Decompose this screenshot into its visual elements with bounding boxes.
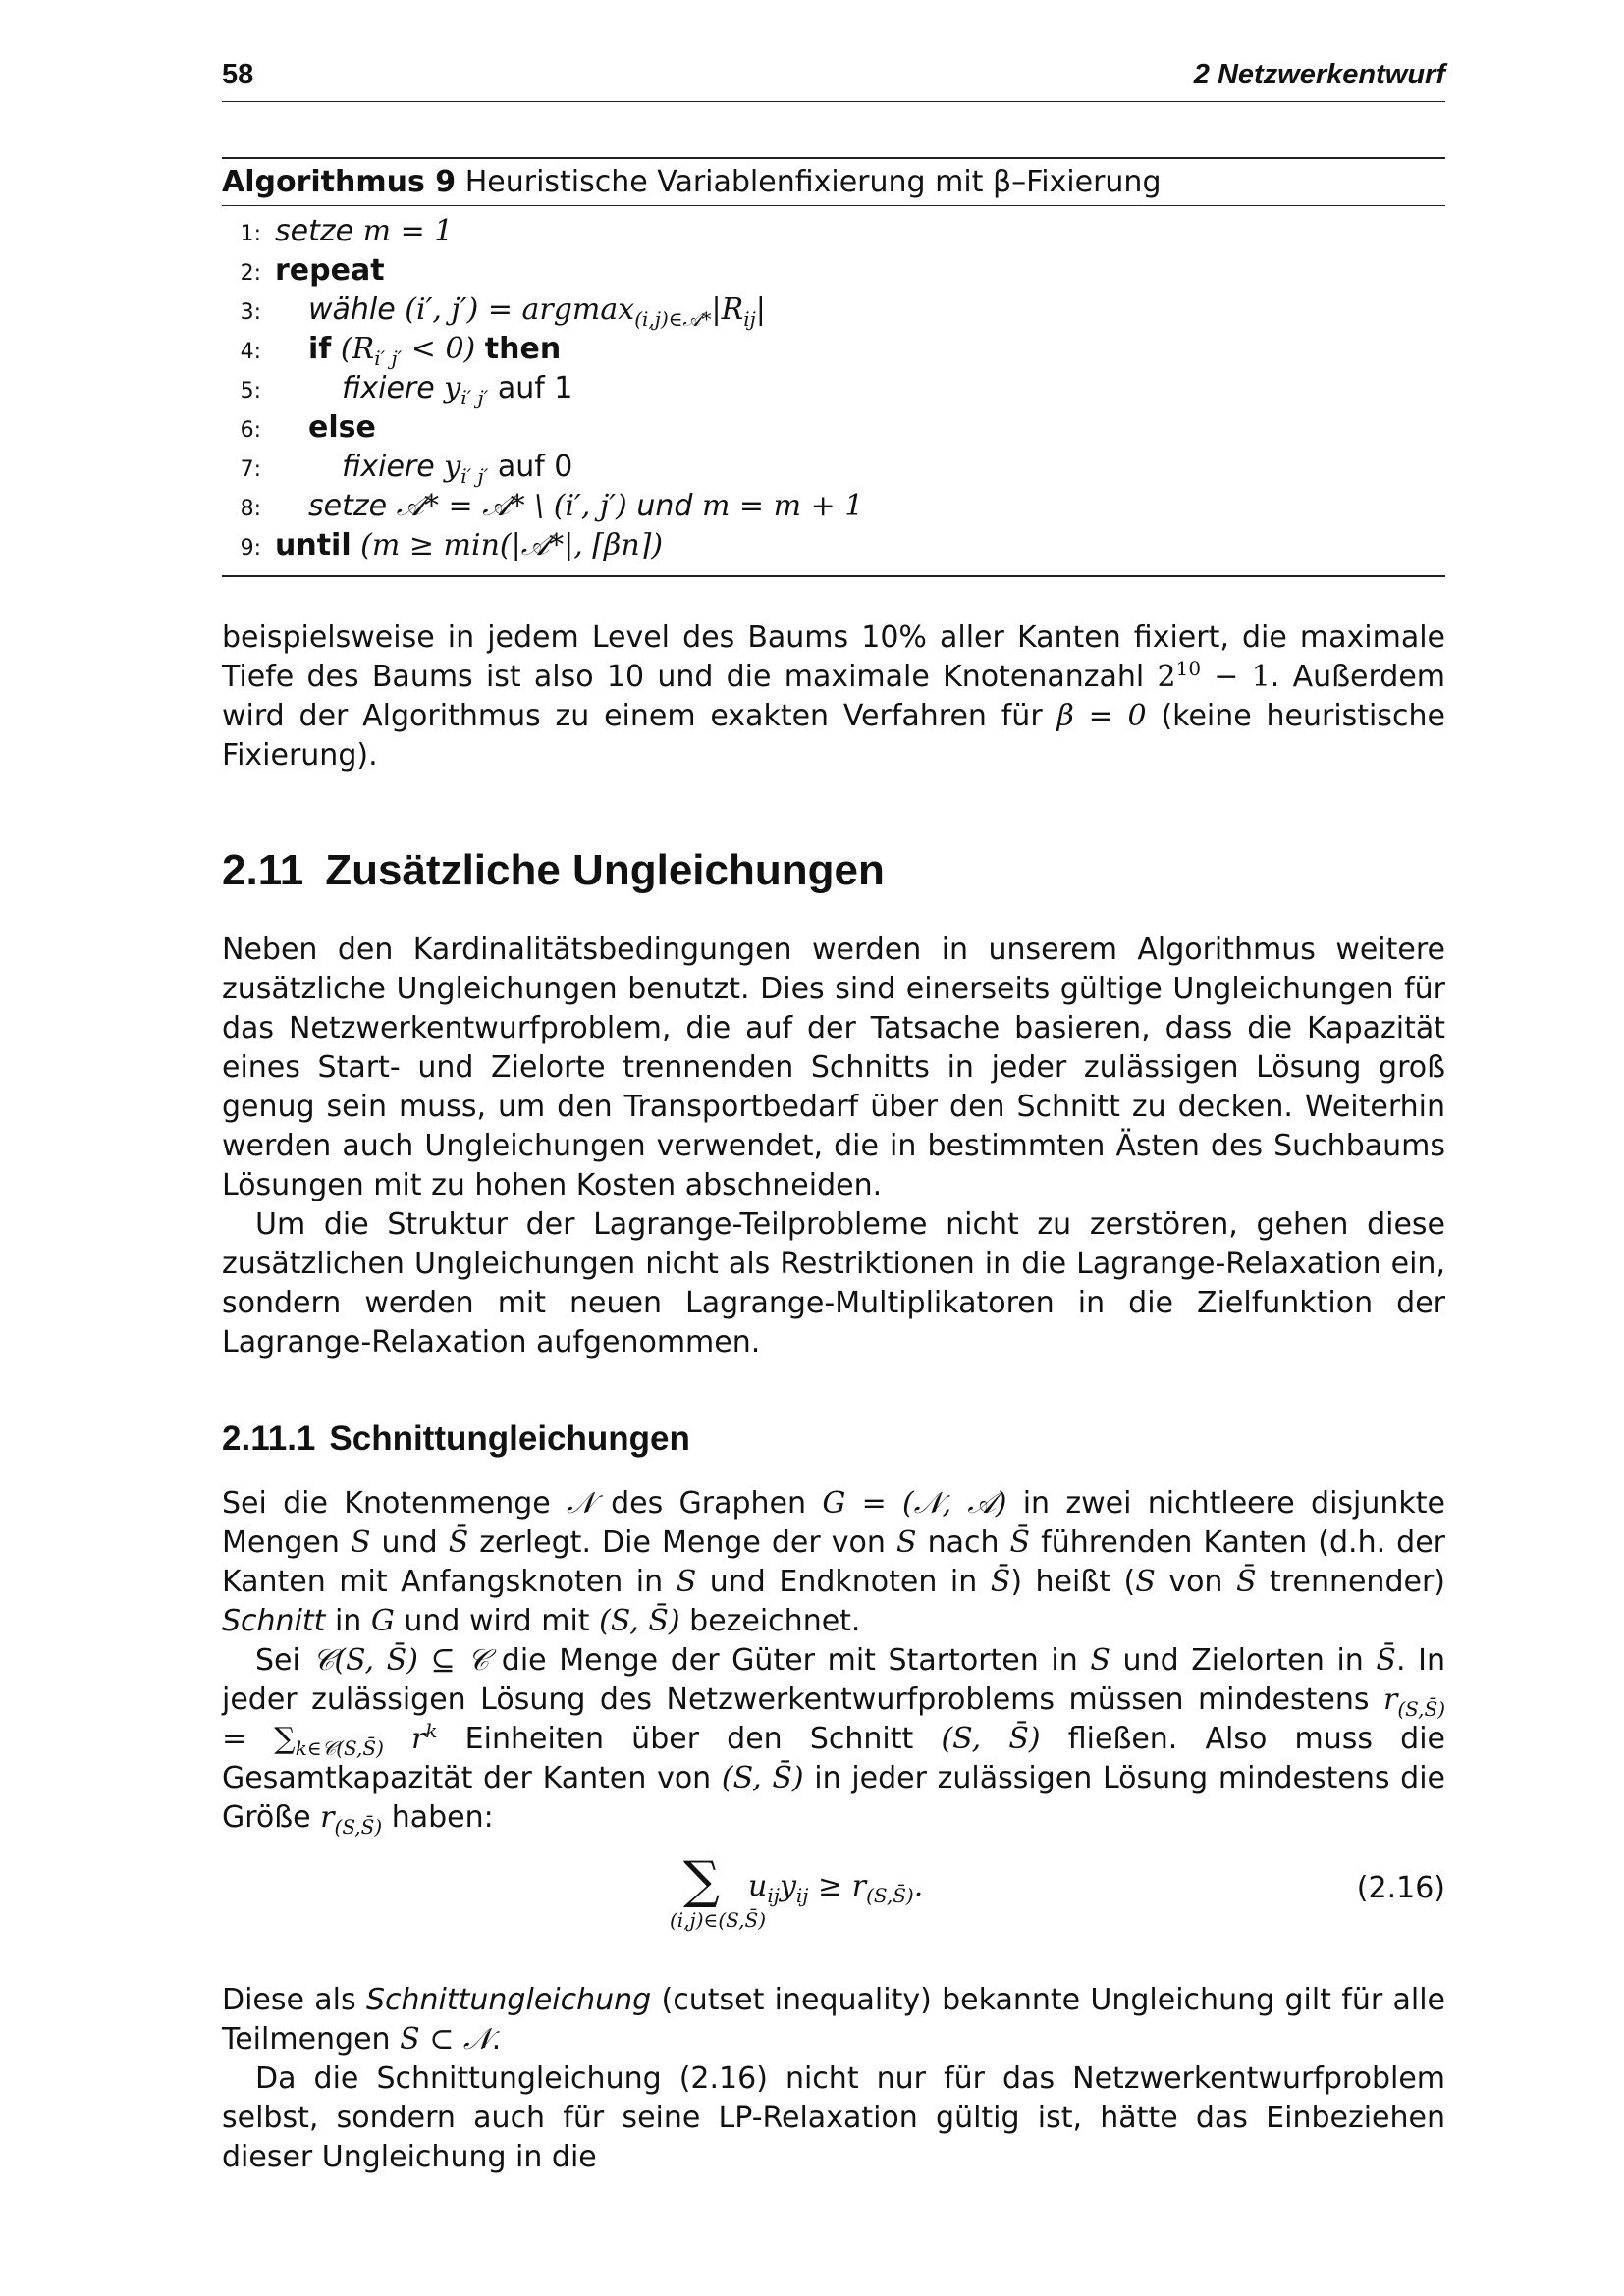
p4-Sbar3: S̄ (990, 1565, 1011, 1599)
p4-j: von (1155, 1565, 1236, 1599)
p6-a: Diese als (222, 1983, 366, 2017)
stmt-waehle: wähle (308, 293, 396, 327)
p4-S: S (350, 1525, 371, 1560)
section-title: Zusätzliche Ungleichungen (325, 846, 885, 894)
chapter-title: 2 Netzwerkentwurf (1193, 59, 1445, 90)
kw-repeat: repeat (275, 253, 385, 288)
line-number: 2: (240, 261, 261, 286)
p5-rk-sup: k (425, 1719, 438, 1742)
p5-rk: r (383, 1722, 426, 1756)
p4-Sbar: S̄ (448, 1525, 469, 1560)
eq-u-sub: ij (767, 1884, 780, 1907)
line-number: 3: (240, 300, 261, 325)
sum-symbol: ∑ (683, 1851, 721, 1910)
p4-SS: (S, S̄) (599, 1604, 680, 1638)
p6-expr: S ⊂ 𝒩 (400, 2022, 492, 2056)
p5-SS2: (S, S̄) (721, 1761, 804, 1795)
text-auf0: auf 0 (497, 450, 573, 484)
section-number: 2.11 (222, 846, 304, 894)
expr-rij-sub: ij (743, 307, 756, 331)
expr-rij-end: | (755, 293, 766, 327)
eq-y: y (779, 1869, 796, 1903)
stmt-setze: setze (275, 214, 354, 248)
p4-Gletter: G (370, 1604, 395, 1638)
algorithm-title (222, 159, 1445, 206)
p4-S2: S (895, 1525, 917, 1560)
kw-else: else (308, 410, 376, 445)
text-auf1: auf 1 (497, 371, 573, 405)
paragraph-1 (222, 618, 1445, 775)
expr-y: y (444, 371, 461, 405)
p6-b: (cutset inequality) bekannte Ungleichung gilt für alle Teilmengen (222, 1983, 1445, 2056)
stmt-fixiere: fixiere (342, 450, 435, 484)
algorithm-line-2 (222, 251, 1445, 291)
algorithm-line-4 (222, 330, 1445, 369)
stmt-fixiere: fixiere (342, 371, 435, 405)
p4-k: trennender) (1256, 1565, 1445, 1599)
algorithm-line-6 (222, 408, 1445, 448)
line-number: 1: (240, 222, 261, 246)
expr-if-end: < 0) (402, 332, 476, 366)
subsection-heading (222, 1419, 1445, 1459)
p4-Sbar2: S̄ (1009, 1525, 1031, 1560)
p1-beta0: β = 0 (1056, 699, 1147, 733)
eq-dot: . (913, 1869, 924, 1903)
expr-if-sub: i′ j′ (374, 347, 403, 370)
p4-l: in (325, 1604, 371, 1638)
p5-r2: r (320, 1800, 335, 1835)
p4-Sbar4: S̄ (1235, 1565, 1257, 1599)
expr-y-sub: i′ j′ (460, 464, 489, 488)
algorithm-label: Algorithmus 9 (222, 165, 457, 199)
p4-n: bezeichnet. (679, 1604, 861, 1638)
eq-ge: ≥ r (808, 1869, 867, 1903)
p4-N: 𝒩 (567, 1486, 595, 1521)
section-heading (222, 846, 1445, 895)
p5-g: in jeder zulässigen Lösung mindestens die Größe (222, 1761, 1446, 1835)
p5-r-sub: (S,S̄) (1397, 1697, 1445, 1721)
paragraph-2: Neben den Kardinalitätsbedingungen werden in unserem Algorithmus weitere zusätzliche Ungleichungen benutzt. Dies sind einerseits gültige Ungleichungen für das Netzwerkentwurfproblem, die auf der Tatsache basieren, dass die Kapazität eines Start- und Zielorte trennenden Schnitts in jeder zulässigen Lösung groß genug sein muss, um den Transportbedarf über den Schnitt zu decken. Weiterhin werden auch Ungleichungen verwendet, die in bestimmten Ästen des Suchbaums Lösungen mit zu hohen Kosten abschneiden. (222, 933, 1445, 1202)
p4-c: in zwei nichtleere disjunkte Mengen (222, 1486, 1445, 1560)
line-number: 9: (240, 536, 261, 561)
expr-argmax-sub: (i,j)∈𝒜* (634, 307, 712, 331)
page-number: 58 (222, 59, 254, 90)
paragraph-7: Da die Schnittungleichung (2.16) nicht nur für das Netzwerkentwurfproblem selbst, sondern auch für seine LP-Relaxation gültig ist, hätte das Einbeziehen dieser Ungleichung in die (222, 2061, 1445, 2174)
expr-setze: 𝒜* = 𝒜* \ (i′, j′) (396, 489, 627, 523)
p4-S4: S (1135, 1565, 1156, 1599)
p5-h: haben: (382, 1800, 494, 1835)
p5-SS: (S, S̄) (941, 1722, 1041, 1756)
expr-until: (m ≥ min(|𝒜*|, ⌈βn⌉) (360, 528, 664, 562)
line-number: 8: (240, 497, 261, 521)
p1-text-a: beispielsweise in jedem Level des Baums 10% aller Kanten fixiert, die maximale Tiefe des Baums ist also 10 und die maximale Knotenanzahl (222, 620, 1445, 694)
subsection-number: 2.11.1 (222, 1419, 316, 1458)
expr-if: (R (340, 332, 375, 366)
p4-S3: S (676, 1565, 697, 1599)
p5-S: S (1090, 1643, 1110, 1678)
expr-argmax: (i′, j′) = argmax (405, 293, 635, 327)
p4-f: nach (916, 1525, 1010, 1560)
algorithm-line-7 (222, 448, 1445, 487)
paragraph-6 (222, 1981, 1445, 2059)
p5-c: und Zielorten in (1110, 1643, 1377, 1678)
expr-m1: m = 1 (362, 214, 454, 248)
expr-y: y (444, 450, 461, 484)
expr-rij: |R (711, 293, 744, 327)
p1-minus: − 1 (1201, 660, 1271, 694)
p4-G: G = (𝒩, 𝒜) (822, 1486, 1007, 1521)
p4-schnitt: Schnitt (222, 1604, 326, 1638)
p1-two: 2 (1157, 660, 1176, 694)
algorithm-line-3 (222, 291, 1445, 330)
p4-g: führenden Kanten (d.h. der Kanten mit Anfangsknoten in (222, 1525, 1446, 1599)
p6-term: Schnittungleichung (365, 1983, 652, 2017)
p5-r-sub2: (S,S̄) (334, 1815, 383, 1839)
sum-index: (i,j)∈(S,S̄) (670, 1908, 767, 1932)
paragraph-4 (222, 1484, 1445, 1641)
algorithm-box (222, 157, 1445, 577)
page (222, 59, 1445, 2177)
eq-r-sub: (S,S̄) (866, 1884, 914, 1907)
algorithm-line-9 (222, 526, 1445, 565)
paragraph-5 (222, 1641, 1445, 1838)
p4-d: und (370, 1525, 449, 1560)
algorithm-lines (222, 206, 1445, 575)
p5-r: r (1383, 1682, 1398, 1717)
p1-text-c: (keine heuristische Fixierung). (222, 699, 1445, 773)
expr-y-sub: i′ j′ (460, 386, 489, 409)
p4-h: und Endknoten in (696, 1565, 991, 1599)
p5-Sbar: S̄ (1376, 1643, 1396, 1678)
kw-until: until (275, 528, 352, 562)
line-number: 7: (240, 457, 261, 482)
algorithm-line-1 (222, 212, 1445, 251)
paragraph-3: Um die Struktur der Lagrange-Teilprobleme nicht zu zerstören, gehen diese zusätzlichen Ungleichungen nicht als Restriktionen in die Lagrange-Relaxation ein, sondern werden mit neuen Lagrange-Multiplikatoren in die Zielfunktion der Lagrange-Relaxation aufgenommen. (222, 1207, 1445, 1360)
subsection-title: Schnittungleichungen (329, 1419, 690, 1458)
p1-text-b: . Außerdem wird der Algorithmus zu einem exakten Verfahren für (222, 660, 1446, 733)
stmt-setze: setze (308, 489, 388, 523)
p1-exp: 10 (1175, 657, 1202, 680)
p4-a: Sei die Knotenmenge (222, 1486, 568, 1521)
algorithm-caption: Heuristische Variablenfixierung mit β–Fixierung (464, 165, 1162, 199)
p6-c: . (491, 2022, 502, 2056)
eq-u: u (748, 1869, 768, 1903)
algorithm-line-5 (222, 369, 1445, 408)
p5-sum-sub: k∈𝒞(S,S̄) (295, 1736, 384, 1760)
p4-m: und wird mit (394, 1604, 600, 1638)
algorithm-line-8 (222, 487, 1445, 526)
p4-b: des Graphen (594, 1486, 823, 1521)
equation-expression (748, 1869, 924, 1907)
running-header (222, 59, 1445, 102)
line-number: 6: (240, 418, 261, 443)
p5-f: fließen. Also muss die Gesamtkapazität der Kanten von (222, 1722, 1445, 1795)
p5-e: Einheiten über den Schnitt (437, 1722, 942, 1756)
p5-a: Sei (255, 1643, 313, 1678)
p5-d: . In jeder zulässigen Lösung des Netzwerkentwurfproblems müssen mindestens (222, 1643, 1446, 1717)
p5-b: die Menge der Güter mit Startorten in (489, 1643, 1091, 1678)
p4-e: zerlegt. Die Menge der von (468, 1525, 896, 1560)
p5-C: 𝒞(S, S̄) ⊆ 𝒞 (312, 1643, 490, 1678)
p5-eq: = ∑ (222, 1722, 296, 1756)
kw-if: if (308, 332, 332, 366)
expr-m-inc: m = m + 1 (701, 489, 864, 523)
equation-number: (2.16) (1356, 1871, 1445, 1905)
text-und: und (636, 489, 693, 523)
equation-2-16 (222, 1851, 1445, 1953)
line-number: 5: (240, 379, 261, 403)
eq-y-sub: ij (795, 1884, 809, 1907)
p4-i: ) heißt ( (1010, 1565, 1136, 1599)
kw-then: then (484, 332, 562, 366)
line-number: 4: (240, 340, 261, 364)
